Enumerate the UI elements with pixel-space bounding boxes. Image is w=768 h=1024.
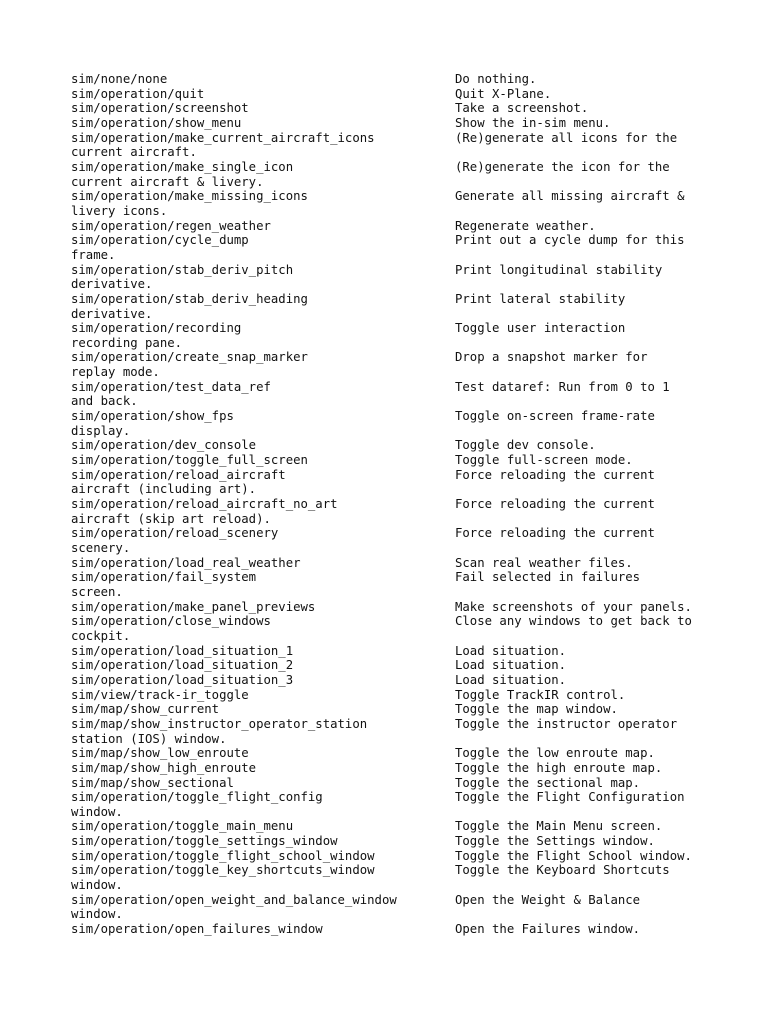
command-description: Open the Weight & Balance (455, 892, 641, 907)
command-line (71, 453, 731, 468)
command-name: sim/operation/create_snap_marker (71, 350, 308, 365)
command-line (71, 673, 731, 688)
command-line (71, 248, 731, 263)
command-description: Scan real weather files. (455, 555, 633, 570)
command-name: sim/operation/screenshot (71, 101, 249, 116)
command-line (71, 438, 731, 453)
command-description: Test dataref: Run from 0 to 1 (455, 379, 670, 394)
command-line (71, 600, 731, 615)
command-name: sim/operation/make_current_aircraft_icons (71, 130, 375, 145)
command-name: sim/operation/test_data_ref (71, 379, 271, 394)
command-description: Toggle user interaction (455, 321, 626, 336)
command-description: Do nothing. (455, 72, 537, 86)
command-description: Toggle TrackIR control. (455, 687, 626, 702)
command-line (71, 922, 731, 937)
command-line (71, 380, 731, 395)
command-name: sim/operation/reload_aircraft (71, 467, 286, 482)
command-name: sim/operation/toggle_flight_school_window (71, 848, 375, 863)
command-line (71, 907, 731, 922)
command-name: window. (71, 804, 123, 819)
command-name: current aircraft & livery. (71, 174, 264, 189)
command-line (71, 292, 731, 307)
command-name: sim/operation/stab_deriv_heading (71, 291, 308, 306)
command-line (71, 307, 731, 322)
command-name: sim/operation/toggle_settings_window (71, 834, 338, 849)
command-list (71, 72, 731, 937)
command-line (71, 644, 731, 659)
command-description: Toggle the sectional map. (455, 775, 641, 790)
command-line (71, 468, 731, 483)
command-description: Generate all missing aircraft & (455, 189, 685, 204)
command-name: sim/operation/open_failures_window (71, 922, 323, 937)
command-name: current aircraft. (71, 145, 197, 160)
command-description: Fail selected in failures (455, 570, 641, 585)
command-description: Force reloading the current (455, 467, 655, 482)
command-name: sim/none/none (71, 72, 168, 86)
command-line (71, 746, 731, 761)
command-description: Toggle the Flight Configuration (455, 790, 685, 805)
command-description: Force reloading the current (455, 526, 655, 541)
command-line (71, 482, 731, 497)
command-name: sim/operation/show_fps (71, 409, 234, 424)
command-line (71, 263, 731, 278)
command-name: sim/map/show_instructor_operator_station (71, 716, 368, 731)
command-name: sim/view/track-ir_toggle (71, 687, 249, 702)
command-description: Toggle the Keyboard Shortcuts (455, 863, 670, 878)
command-name: sim/operation/cycle_dump (71, 233, 249, 248)
command-name: sim/operation/make_missing_icons (71, 189, 308, 204)
command-line (71, 834, 731, 849)
command-line (71, 893, 731, 908)
command-name: sim/map/show_sectional (71, 775, 234, 790)
command-name: sim/operation/toggle_key_shortcuts_window (71, 863, 375, 878)
command-line (71, 175, 731, 190)
command-name: sim/operation/toggle_flight_config (71, 790, 323, 805)
command-description: Toggle the Settings window. (455, 834, 655, 849)
command-name: aircraft (including art). (71, 482, 257, 497)
command-description: Quit X-Plane. (455, 86, 552, 101)
command-name: sim/operation/reload_scenery (71, 526, 279, 541)
command-line (71, 526, 731, 541)
command-name: sim/operation/fail_system (71, 570, 257, 585)
command-description: Make screenshots of your panels. (455, 599, 692, 614)
command-line (71, 761, 731, 776)
command-name: sim/operation/load_situation_2 (71, 658, 294, 673)
command-name: sim/map/show_low_enroute (71, 746, 249, 761)
command-name: derivative. (71, 306, 153, 321)
command-description: Toggle the Main Menu screen. (455, 819, 663, 834)
command-name: sim/operation/load_real_weather (71, 555, 301, 570)
command-name: station (IOS) window. (71, 731, 227, 746)
command-line (71, 365, 731, 380)
command-line (71, 805, 731, 820)
command-line (71, 614, 731, 629)
command-line (71, 849, 731, 864)
command-name: sim/operation/recording (71, 321, 242, 336)
command-description: (Re)generate all icons for the (455, 130, 678, 145)
command-name: replay mode. (71, 365, 160, 380)
command-line (71, 497, 731, 512)
command-description: Load situation. (455, 643, 567, 658)
command-line (71, 116, 731, 131)
command-name: sim/operation/toggle_main_menu (71, 819, 294, 834)
command-line (71, 790, 731, 805)
command-description: Close any windows to get back to (455, 614, 692, 629)
command-line (71, 219, 731, 234)
command-name: sim/operation/make_single_icon (71, 159, 294, 174)
command-description: Toggle the low enroute map. (455, 746, 655, 761)
command-name: sim/operation/close_windows (71, 614, 271, 629)
command-name: sim/operation/show_menu (71, 115, 242, 130)
command-description: Load situation. (455, 658, 567, 673)
command-line (71, 658, 731, 673)
command-description: Print longitudinal stability (455, 262, 663, 277)
command-description: Toggle the Flight School window. (455, 848, 692, 863)
command-line (71, 424, 731, 439)
command-name: sim/operation/load_situation_1 (71, 643, 294, 658)
command-line (71, 541, 731, 556)
command-description: Toggle on-screen frame-rate (455, 409, 655, 424)
command-name: sim/operation/quit (71, 86, 205, 101)
command-name: cockpit. (71, 628, 131, 643)
command-description: Print out a cycle dump for this (455, 233, 685, 248)
command-name: sim/operation/dev_console (71, 438, 257, 453)
command-line (71, 556, 731, 571)
command-line (71, 204, 731, 219)
command-name: and back. (71, 394, 138, 409)
command-line (71, 160, 731, 175)
command-name: derivative. (71, 277, 153, 292)
command-name: sim/operation/stab_deriv_pitch (71, 262, 294, 277)
command-line (71, 321, 731, 336)
command-name: scenery. (71, 541, 131, 555)
command-name: sim/operation/reload_aircraft_no_art (71, 497, 338, 512)
command-name: sim/operation/toggle_full_screen (71, 453, 308, 468)
command-name: screen. (71, 584, 123, 599)
command-description: Toggle full-screen mode. (455, 453, 633, 468)
command-line (71, 72, 731, 87)
command-description: (Re)generate the icon for the (455, 159, 670, 174)
command-line (71, 863, 731, 878)
command-line (71, 878, 731, 893)
command-line (71, 277, 731, 292)
command-description: Load situation. (455, 672, 567, 687)
command-line (71, 512, 731, 527)
command-name: recording pane. (71, 335, 183, 350)
command-line (71, 732, 731, 747)
command-line (71, 629, 731, 644)
command-description: Show the in-sim menu. (455, 115, 611, 130)
command-name: window. (71, 878, 123, 893)
command-line (71, 409, 731, 424)
command-name: display. (71, 423, 131, 438)
command-line (71, 101, 731, 116)
command-description: Take a screenshot. (455, 101, 589, 116)
command-line (71, 189, 731, 204)
command-line (71, 819, 731, 834)
command-name: sim/operation/make_panel_previews (71, 599, 316, 614)
command-line (71, 233, 731, 248)
command-line (71, 394, 731, 409)
command-description: Open the Failures window. (455, 922, 641, 937)
command-description: Print lateral stability (455, 291, 626, 306)
command-line (71, 570, 731, 585)
command-line (71, 585, 731, 600)
command-line (71, 776, 731, 791)
command-name: livery icons. (71, 203, 168, 218)
command-name: sim/operation/open_weight_and_balance_window (71, 892, 397, 907)
command-name: aircraft (skip art reload). (71, 511, 271, 526)
command-name: sim/operation/load_situation_3 (71, 672, 294, 687)
command-line (71, 131, 731, 146)
command-line (71, 336, 731, 351)
command-line (71, 350, 731, 365)
command-description: Toggle the high enroute map. (455, 760, 663, 775)
command-line (71, 87, 731, 102)
command-description: Toggle dev console. (455, 438, 596, 453)
command-description: Toggle the map window. (455, 702, 618, 717)
command-name: window. (71, 907, 123, 922)
command-name: sim/map/show_current (71, 702, 220, 717)
command-name: sim/map/show_high_enroute (71, 760, 257, 775)
command-description: Toggle the instructor operator (455, 716, 678, 731)
command-name: frame. (71, 247, 116, 262)
command-name: sim/operation/regen_weather (71, 218, 271, 233)
command-line (71, 688, 731, 703)
command-description: Drop a snapshot marker for (455, 350, 648, 365)
command-description: Regenerate weather. (455, 218, 596, 233)
command-line (71, 717, 731, 732)
command-line (71, 145, 731, 160)
command-line (71, 702, 731, 717)
command-description: Force reloading the current (455, 497, 655, 512)
